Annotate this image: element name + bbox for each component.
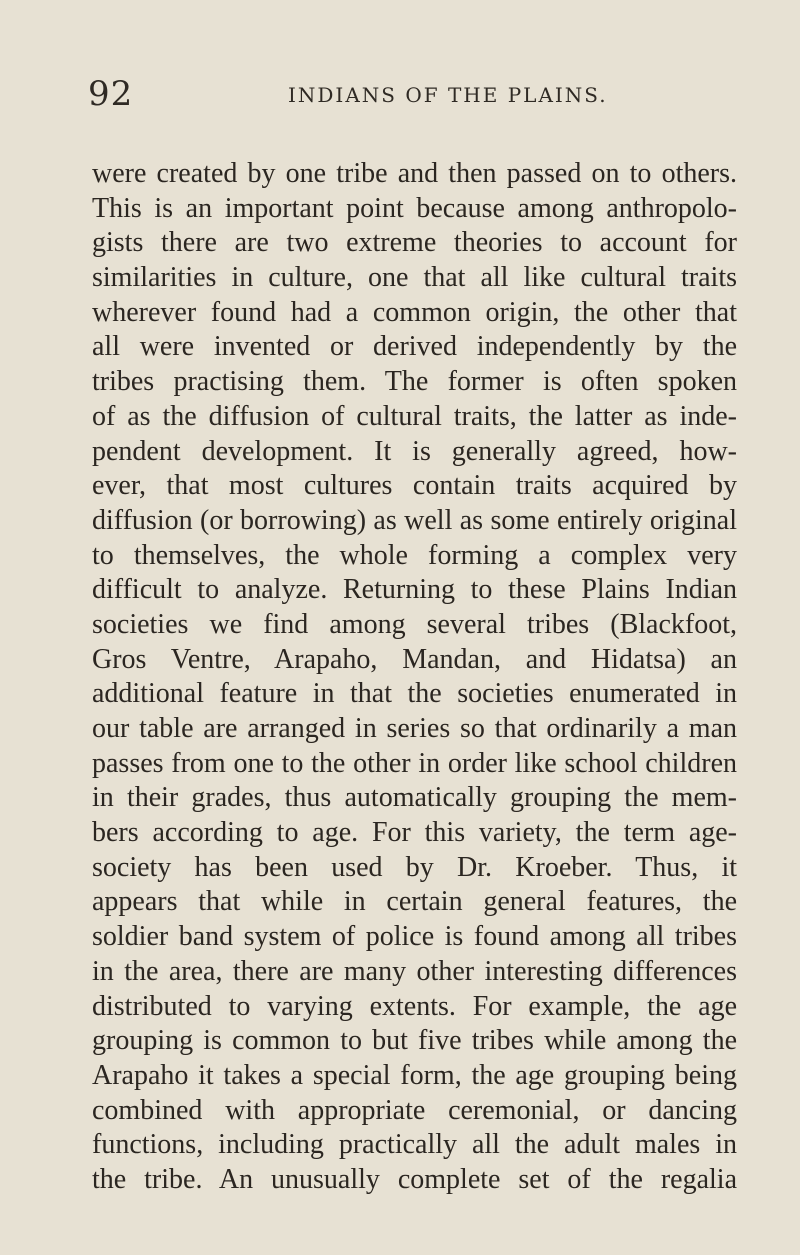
- text-line: diffusion (or borrowing) as well as some entirely original: [92, 504, 737, 536]
- text-line: pendent development. It is generally agreed, how-: [92, 435, 737, 467]
- text-line: society has been used by Dr. Kroeber. Thus, it: [92, 851, 737, 883]
- text-line: distributed to varying extents. For example, the age: [92, 990, 737, 1022]
- text-line: wherever found had a common origin, the other that: [92, 296, 737, 328]
- text-line: Arapaho it takes a special form, the age grouping being: [92, 1059, 737, 1091]
- text-line: were created by one tribe and then passed on to others.: [92, 158, 737, 189]
- text-line: functions, including practically all the adult males in: [92, 1129, 737, 1161]
- text-line: Gros Ventre, Arapaho, Mandan, and Hidatsa) an: [92, 643, 737, 675]
- text-line: difficult to analyze. Returning to these Plains Indian: [92, 574, 737, 606]
- text-line: This is an important point because among anthropolo-: [92, 192, 737, 224]
- text-line: additional feature in that the societies enumerated in: [92, 678, 737, 710]
- text-line: appears that while in certain general features, the: [92, 886, 737, 918]
- text-line: bers according to age. For this variety, the term age-: [92, 817, 737, 849]
- text-line: soldier band system of police is found among all tribes: [92, 921, 737, 953]
- text-line: our table are arranged in series so that ordinarily a man: [92, 713, 737, 744]
- text-line: passes from one to the other in order like school children: [92, 747, 737, 779]
- text-line: all were invented or derived independently by the: [92, 331, 737, 363]
- text-line: in the area, there are many other interesting differences: [92, 955, 737, 987]
- text-line: the tribe. An unusually complete set of the regalia: [92, 1163, 737, 1195]
- text-line: gists there are two extreme theories to account for: [92, 227, 737, 259]
- text-line: of as the diffusion of cultural traits, the latter as inde-: [92, 400, 737, 432]
- text-line: societies we find among several tribes (Blackfoot,: [92, 608, 737, 640]
- body-paragraph: [92, 157, 737, 1198]
- text-line: similarities in culture, one that all like cultural traits: [92, 262, 737, 294]
- text-line: grouping is common to but five tribes while among the: [92, 1025, 737, 1057]
- text-line: tribes practising them. The former is often spoken: [92, 366, 737, 398]
- text-line: to themselves, the whole forming a complex very: [92, 539, 737, 571]
- text-line: ever, that most cultures contain traits acquired by: [92, 470, 737, 502]
- text-line: combined with appropriate ceremonial, or dancing: [92, 1094, 737, 1126]
- page-number: 92: [88, 74, 134, 114]
- text-line: in their grades, thus automatically grouping the mem-: [92, 782, 737, 814]
- running-head: INDIANS OF THE PLAINS.: [288, 83, 608, 107]
- page-header: [88, 74, 748, 114]
